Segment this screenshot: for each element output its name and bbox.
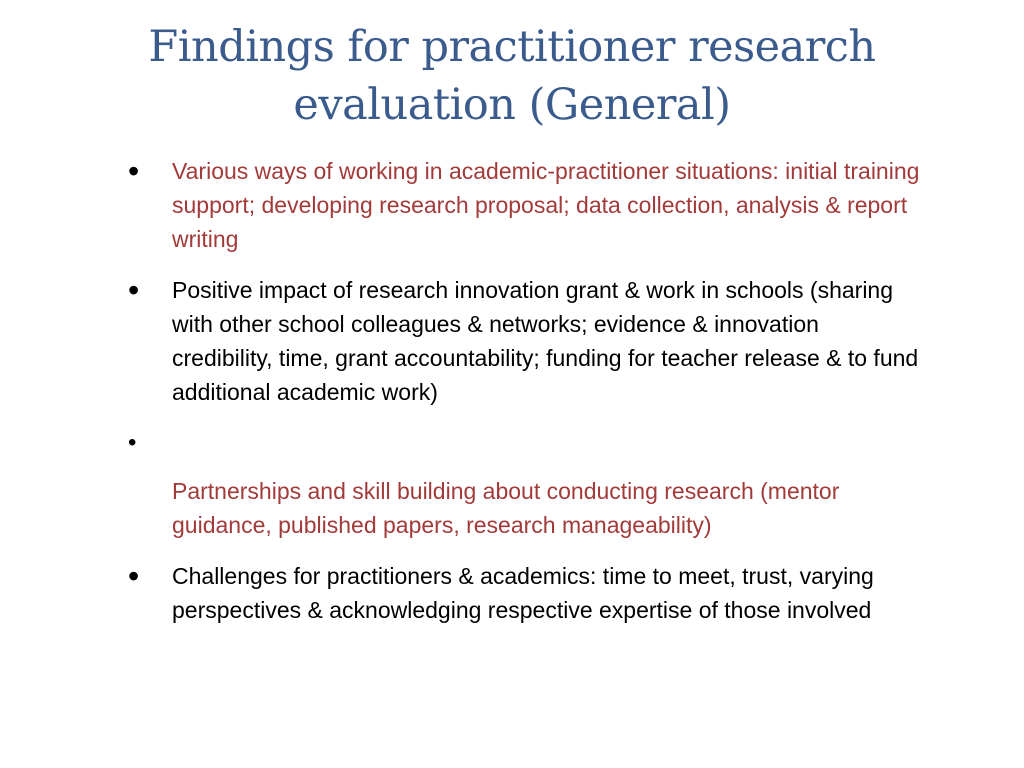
bullet-list — [120, 154, 920, 644]
bullet-item-3-paragraph — [120, 474, 920, 542]
bullet-dot-icon: • — [128, 429, 137, 456]
bullet-dot-icon: • — [128, 153, 140, 189]
slide-title-line-1: Findings for practitioner research — [148, 22, 876, 72]
bullet-item-4 — [120, 559, 920, 627]
bullet-item-3 — [120, 426, 920, 460]
bullet-text-5: Challenges for practitioners & academics: time to meet, trust, varying perspectives & acknowledging respective expertise of those involved — [172, 563, 874, 623]
bullet-text-2: Positive impact of research innovation grant & work in schools (sharing with other school colleagues & networks; evidence & innovation credibility, time, grant accountability; funding for teacher release & to fund additional academic work) — [172, 277, 919, 405]
bullet-text-4: Partnerships and skill building about conducting research (mentor guidance, published papers, research manageability) — [172, 478, 840, 538]
slide-title-line-2: evaluation (General) — [293, 80, 731, 130]
bullet-item-2 — [120, 273, 920, 409]
bullet-text-1: Various ways of working in academic-practitioner situations: initial training support; developing research proposal; data collection, analysis & report writing — [172, 158, 920, 252]
bullet-item-1 — [120, 154, 920, 256]
bullet-dot-icon: • — [128, 558, 140, 594]
slide-title — [0, 18, 1024, 134]
bullet-dot-icon: • — [128, 272, 140, 308]
